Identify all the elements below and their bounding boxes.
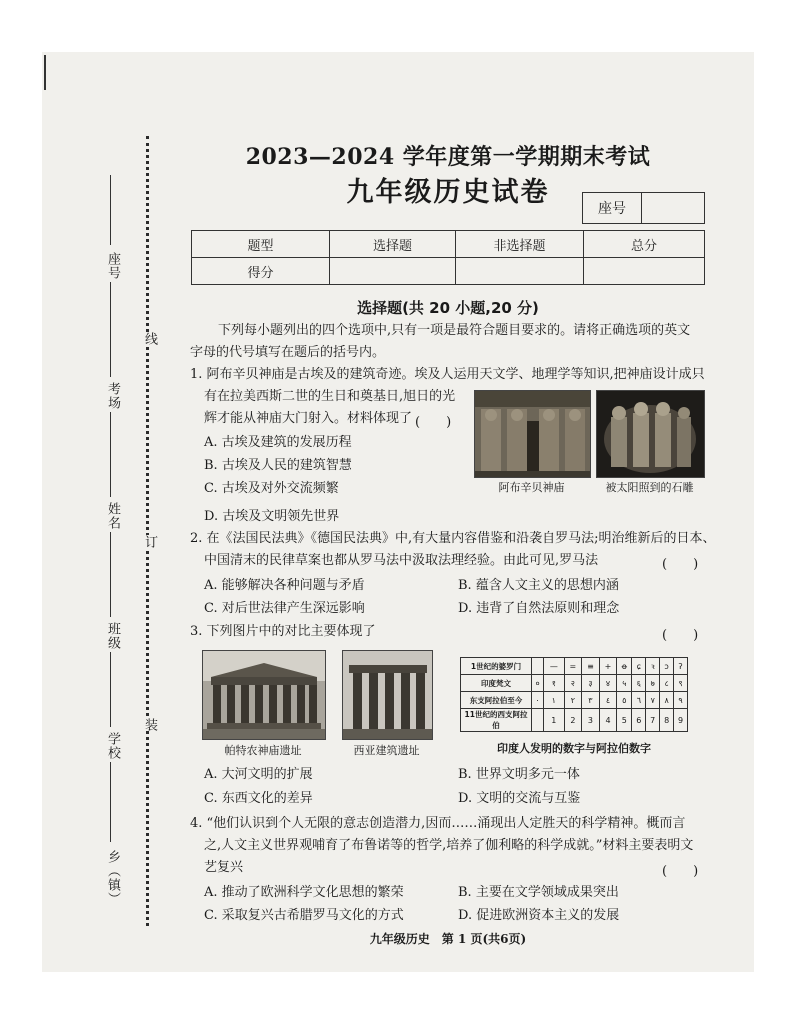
q1-line2: 有在拉美西斯二世的生日和奠基日,旭日的光	[204, 389, 456, 404]
section-title: 选择题(共 20 小题,20 分)	[357, 299, 539, 317]
q4-line1: 4. “他们认识到个人无限的意志创造潜力,因而……涌现出人定胜天的科学精神。概而言	[190, 816, 686, 831]
binding-school-label: 学校	[105, 732, 120, 760]
town-underline	[110, 762, 111, 842]
parthenon-photo	[202, 650, 326, 740]
page-footer: 九年级历史 第 1 页(共6页)	[369, 932, 527, 946]
q2-option-b: B. 蕴含人文主义的思想内涵	[458, 578, 619, 593]
score-cell-total[interactable]	[584, 258, 705, 285]
western-digit: 8	[660, 709, 674, 732]
score-table	[191, 230, 705, 285]
western-digit: 4	[599, 709, 617, 732]
exam-title: 2023—2024 学年度第一学期期末考试	[245, 144, 651, 170]
binding-seat-label: 座号	[105, 252, 120, 280]
binding-ding-char: 订	[142, 535, 157, 548]
q3-option-a: A. 大河文明的扩展	[204, 767, 313, 782]
q4-answer-paren[interactable]: ( )	[662, 864, 699, 879]
score-header-nonchoice: 非选择题	[456, 231, 584, 258]
name-underline	[110, 412, 111, 497]
binding-exam-room-label: 考场	[105, 382, 120, 410]
western-digit: 3	[582, 709, 600, 732]
binding-dotted-line	[146, 136, 149, 926]
binding-zhuang-char: 装	[142, 718, 157, 731]
q4-option-b: B. 主要在文学领域成果突出	[458, 885, 619, 900]
score-row-label: 得分	[192, 258, 330, 285]
q1-option-a: A. 古埃及建筑的发展历程	[204, 435, 352, 450]
west-asia-ruins-caption: 西亚建筑遗址	[353, 744, 420, 757]
numeral-comparison-table	[460, 657, 688, 732]
binding-class-label: 班级	[105, 622, 120, 650]
numeral-table-caption: 印度人发明的数字与阿拉伯数字	[497, 742, 651, 755]
q1-option-b: B. 古埃及人民的建筑智慧	[204, 458, 352, 473]
abu-simbel-photo	[474, 390, 591, 478]
numeral-row-label: 印度梵文	[461, 675, 532, 692]
q3-option-d: D. 文明的交流与互鉴	[458, 791, 581, 806]
q4-line2: 之,人文主义世界观哺育了布鲁诺等的哲学,培养了伽利略的科学成就。”材料主要表明文	[204, 838, 694, 853]
exam-subtitle: 九年级历史试卷	[346, 177, 550, 208]
seat-underline	[110, 175, 111, 245]
q3-line1: 3. 下列图片中的对比主要体现了	[190, 624, 376, 639]
numeral-row-east-arabic: 东支阿拉伯至今 ٠ ١ ٢ ٣ ٤ ٥ ٦ ٧ ٨ ٩	[461, 692, 688, 709]
q1-line1: 1. 阿布辛贝神庙是古埃及的建筑奇迹。埃及人运用天文学、地理学等知识,把神庙设计成只	[190, 367, 705, 382]
numeral-row-label: 东支阿拉伯至今	[461, 692, 532, 709]
q2-answer-paren[interactable]: ( )	[662, 557, 699, 572]
score-header-total: 总分	[584, 231, 705, 258]
exam-room-underline	[110, 282, 111, 377]
q4-line3: 艺复兴	[204, 860, 244, 875]
section-instruction-line2: 字母的代号填写在题后的括号内。	[190, 345, 386, 360]
western-digit: 2	[564, 709, 582, 732]
western-digit: 1	[544, 709, 565, 732]
western-digit: 9	[674, 709, 688, 732]
abu-simbel-caption: 阿布辛贝神庙	[498, 481, 565, 494]
binding-town-label: 乡（镇）	[105, 850, 120, 906]
q4-option-c: C. 采取复兴古希腊罗马文化的方式	[204, 908, 404, 923]
western-digit: 5	[617, 709, 632, 732]
q4-option-d: D. 促进欧洲资本主义的发展	[458, 908, 620, 923]
score-header-choice: 选择题	[330, 231, 456, 258]
seat-number-field[interactable]	[642, 193, 704, 223]
binding-line-char: 线	[142, 332, 157, 345]
seat-number-label: 座号	[583, 193, 642, 223]
numeral-row-sanskrit: 印度梵文 ० १ २ ३ ४ ५ ६ ७ ८ ९	[461, 675, 688, 692]
q1-option-c: C. 古埃及对外交流频繁	[204, 481, 339, 496]
q2-line1: 2. 在《法国民法典》《德国民法典》中,有大量内容借鉴和沿袭自罗马法;明治维新后的日本、	[190, 531, 716, 546]
q4-option-a: A. 推动了欧洲科学文化思想的繁荣	[204, 885, 404, 900]
q2-option-c: C. 对后世法律产生深远影响	[204, 601, 365, 616]
q1-option-d: D. 古埃及文明领先世界	[204, 509, 340, 524]
q2-line2: 中国清末的民律草案也都从罗马法中汲取法理经验。由此可见,罗马法	[204, 553, 599, 568]
class-underline	[110, 532, 111, 617]
sunlit-statues-caption: 被太阳照到的石雕	[605, 481, 694, 494]
numeral-row-west-arabic	[461, 709, 688, 732]
q3-option-c: C. 东西文化的差异	[204, 791, 313, 806]
q3-answer-paren[interactable]: ( )	[662, 628, 699, 643]
score-header-type: 题型	[192, 231, 330, 258]
q2-option-a: A. 能够解决各种问题与矛盾	[204, 578, 365, 593]
parthenon-caption: 帕特农神庙遗址	[224, 744, 302, 757]
paper-edge-mark	[44, 55, 46, 90]
numeral-row-brahmi: 1世纪的婆罗门 — = ≡ + ꝋ ɕ ꝛ ɔ ʔ	[461, 658, 688, 675]
q2-option-d: D. 违背了自然法原则和理念	[458, 601, 620, 616]
section-instruction-line1: 下列每小题列出的四个选项中,只有一项是最符合题目要求的。请将正确选项的英文	[218, 323, 691, 338]
western-digit: 6	[632, 709, 646, 732]
western-digit: 7	[646, 709, 660, 732]
west-asia-ruins-photo	[342, 650, 433, 740]
q3-option-b: B. 世界文明多元一体	[458, 767, 580, 782]
numeral-row-label: 11世纪的西支阿拉伯	[461, 709, 532, 732]
binding-name-label: 姓名	[105, 502, 120, 530]
school-underline	[110, 652, 111, 727]
seat-number-box	[582, 192, 705, 224]
sunlit-statues-photo	[596, 390, 705, 478]
score-cell-choice[interactable]	[330, 258, 456, 285]
score-cell-nonchoice[interactable]	[456, 258, 584, 285]
numeral-row-label: 1世纪的婆罗门	[461, 658, 532, 675]
q1-line3: 辉才能从神庙大门射入。材料体现了	[204, 411, 413, 426]
q1-answer-paren[interactable]: ( )	[415, 415, 452, 430]
